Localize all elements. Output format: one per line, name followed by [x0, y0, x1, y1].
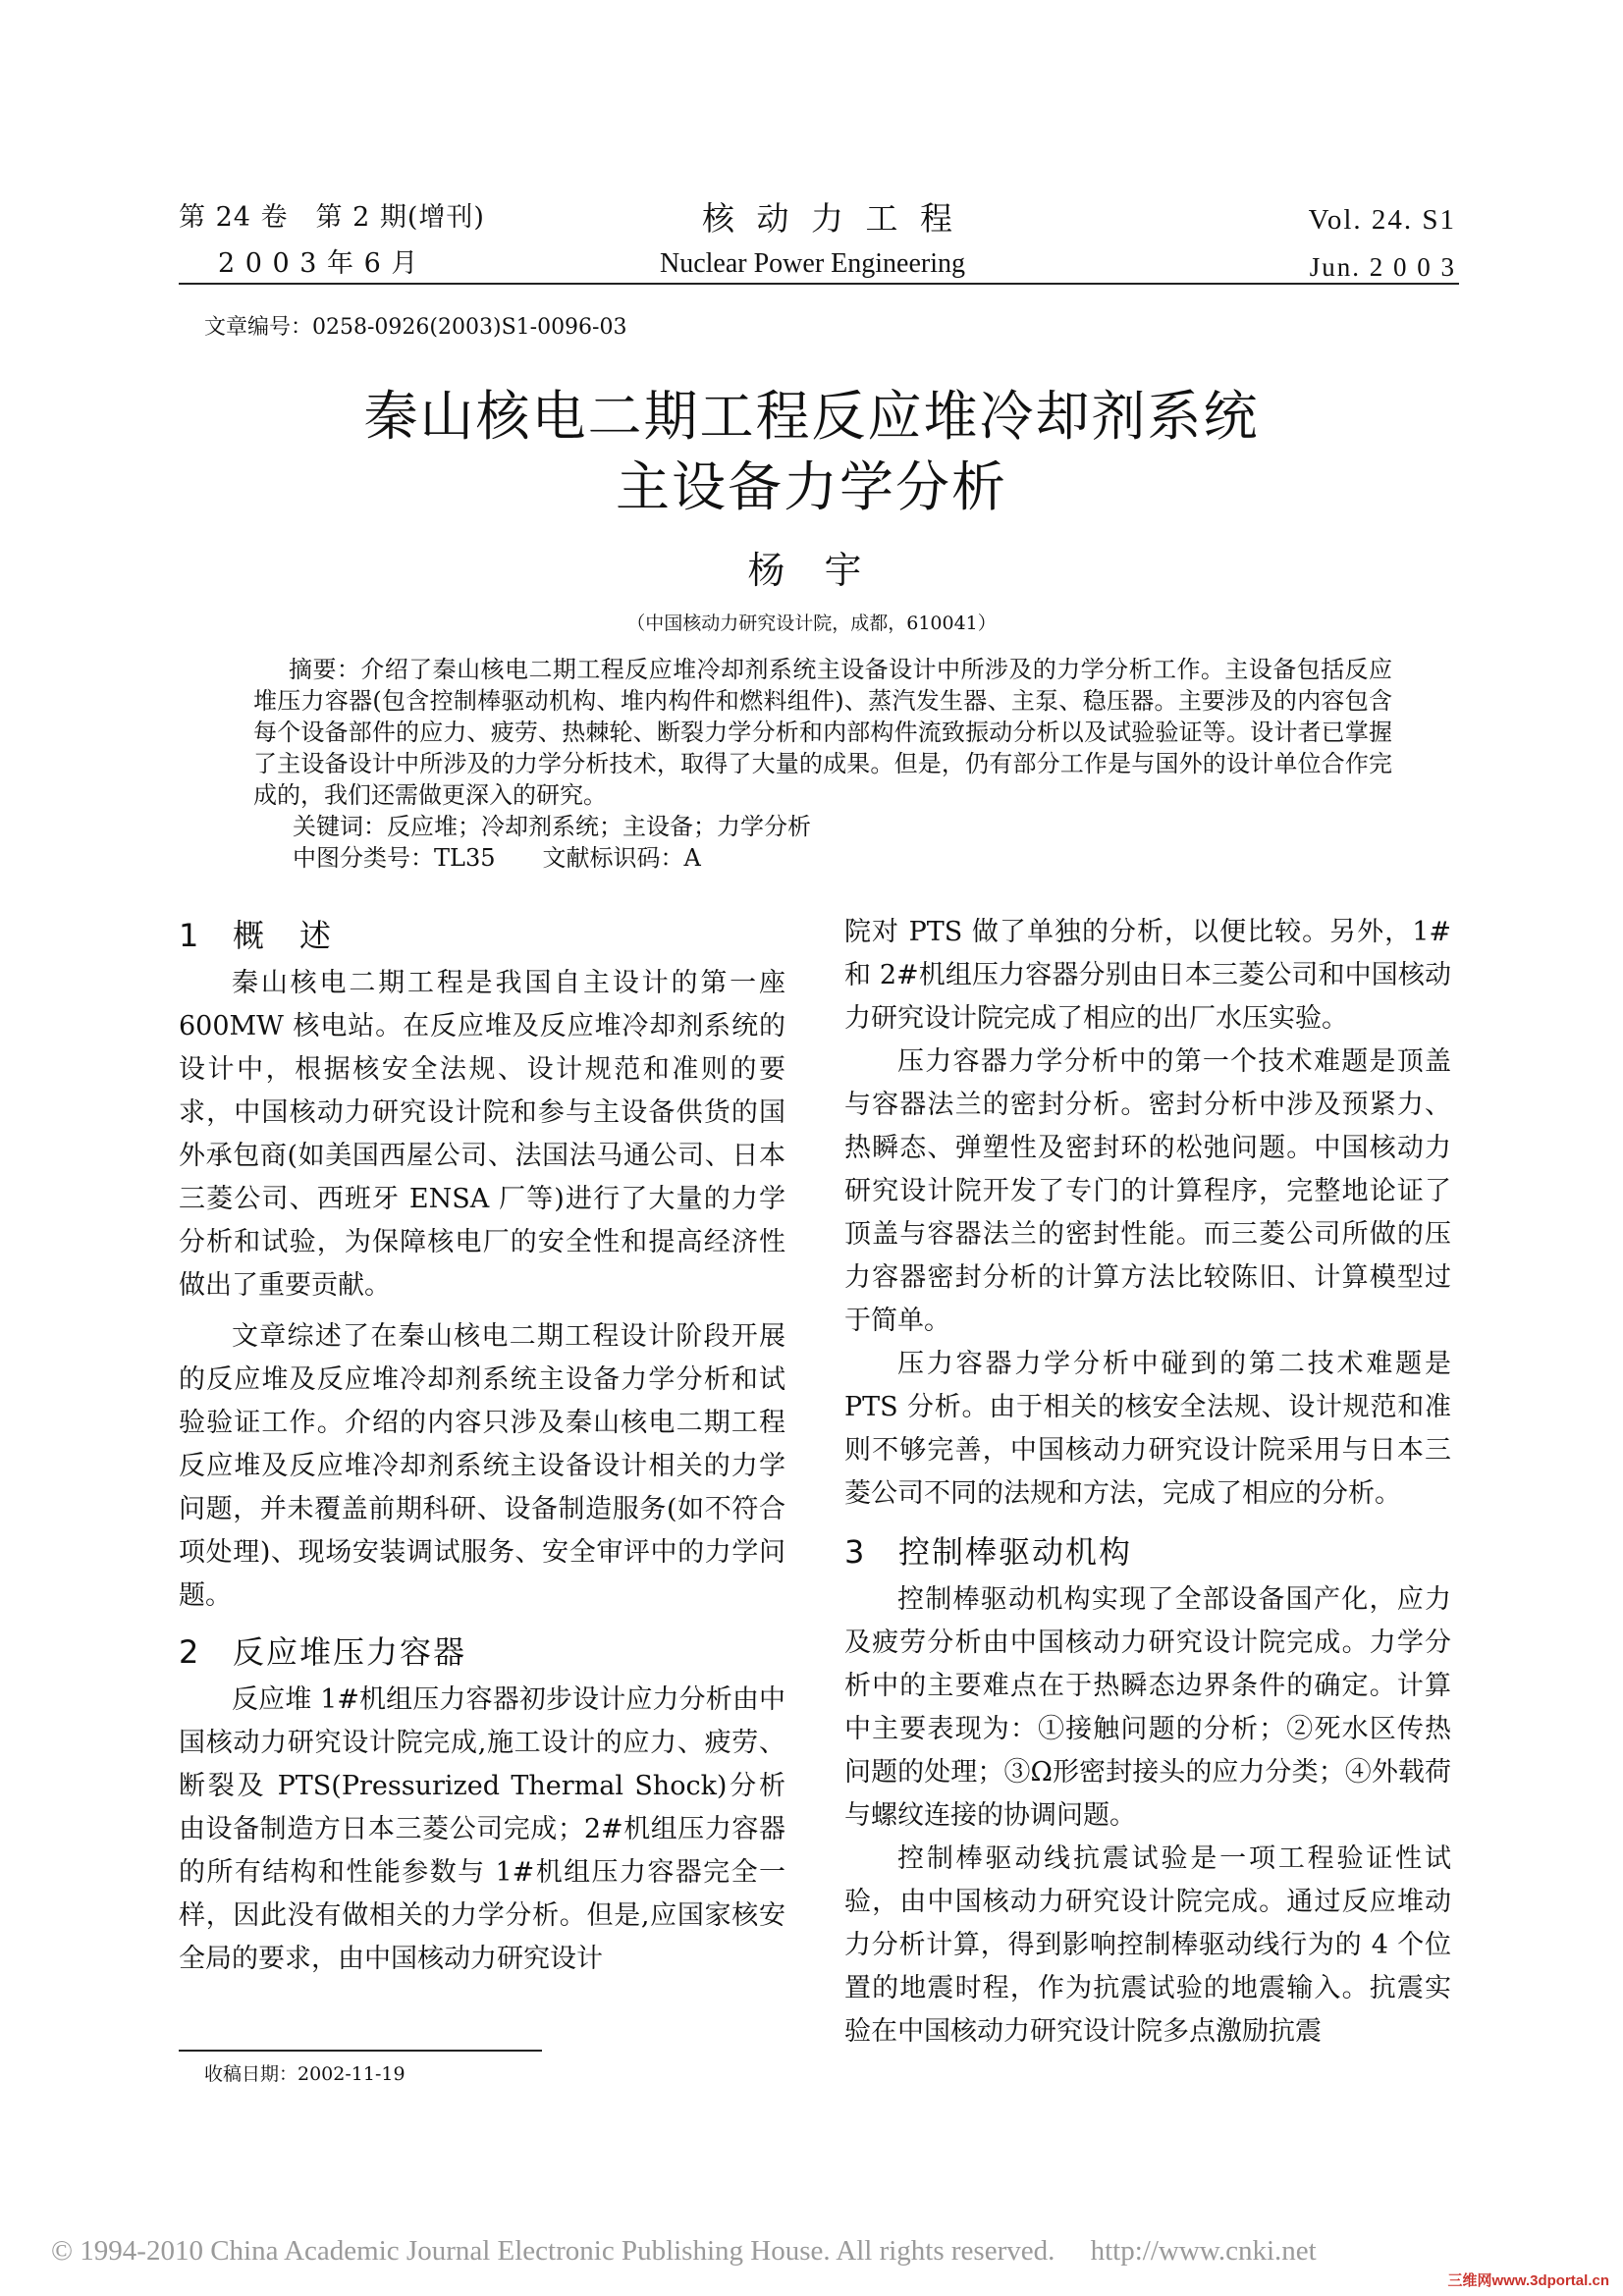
section-3-heading	[844, 1529, 1451, 1575]
abstract	[253, 654, 1392, 874]
section-3-title: 控制棒驱动机构	[898, 1533, 1133, 1571]
header-volume-issue: 第 24 卷 第 2 期(增刊)	[179, 202, 485, 233]
paragraph: 文章综述了在秦山核电二期工程设计阶段开展的反应堆及反应堆冷却剂系统主设备力学分析和试验验证工作。介绍的内容只涉及秦山核电二期工程反应堆及反应堆冷却剂系统主设备设计相关的力学问题，并未覆盖前期科研、设备制造服务(如不符合项处理)、现场安装调试服务、安全审评中的力学问题。	[179, 1321, 785, 1611]
right-column	[844, 911, 1451, 2054]
section-2-heading	[179, 1629, 785, 1675]
copyright-notice: © 1994-2010 China Academic Journal Electronic Publishing House. All rights reserved. http://www.cnki.net	[51, 2235, 1317, 2267]
paragraph: 控制棒驱动机构实现了全部设备国产化，应力及疲劳分析由中国核动力研究设计院完成。力学分析中的主要难点在于热瞬态边界条件的确定。计算中主要表现为：①接触问题的分析；②死水区传热问题的处理；③Ω形密封接头的应力分类；④外载荷与螺纹连接的协调问题。	[844, 1584, 1451, 1831]
received-date: 收稿日期：2002-11-19	[204, 2063, 406, 2085]
paragraph: 压力容器力学分析中的第一个技术难题是顶盖与容器法兰的密封分析。密封分析中涉及预紧力、热瞬态、弹塑性及密封环的松弛问题。中国核动力研究设计院开发了专门的计算程序，完整地论证了顶盖与容器法兰的密封性能。而三菱公司所做的压力容器密封分析的计算方法比较陈旧、计算模型过于简单。	[844, 1046, 1451, 1336]
section-3-number: 3	[844, 1533, 867, 1571]
header-volume-en: Vol. 24. S1	[1308, 204, 1456, 236]
section-1-number: 1	[179, 917, 201, 954]
section-1-heading	[179, 913, 785, 958]
paragraph: 压力容器力学分析中碰到的第二技术难题是 PTS 分析。由于相关的核安全法规、设计规范和准则不够完善，中国核动力研究设计院采用与日本三菱公司不同的法规和方法，完成了相应的分析。	[844, 1349, 1451, 1509]
section-2-number: 2	[179, 1633, 201, 1671]
affiliation: （中国核动力研究设计院，成都，610041）	[626, 613, 997, 634]
header-rule	[179, 283, 1459, 285]
author: 杨 宇	[747, 549, 876, 592]
section-2-title: 反应堆压力容器	[233, 1633, 467, 1671]
title-line-2: 主设备力学分析	[615, 455, 1007, 518]
header-journal-cn: 核 动 力 工 程	[702, 199, 958, 238]
watermark: 三维网www.3dportal.cn	[1447, 2272, 1609, 2289]
header-date-en: Jun. 2 0 0 3	[1309, 252, 1456, 282]
paragraph: 院对 PTS 做了单独的分析，以便比较。另外，1#和 2#机组压力容器分别由日本三菱公司和中国核动力研究设计院完成了相应的出厂水压实验。	[844, 917, 1451, 1034]
keywords: 关键词：反应堆；冷却剂系统；主设备；力学分析	[293, 813, 811, 840]
title-line-1: 秦山核电二期工程反应堆冷却剂系统	[363, 385, 1260, 448]
left-column	[179, 913, 785, 1981]
section-1-title: 概 述	[233, 917, 334, 954]
paragraph: 反应堆 1#机组压力容器初步设计应力分析由中国核动力研究设计院完成,施工设计的应力、疲劳、断裂及 PTS(Pressurized Thermal Shock)分析由设备制造方日本三菱公司完成；2#机组压力容器的所有结构和性能参数与 1#机组压力容器完全一样，因此没有做相关的力学分析。但是,应国家核安全局的要求，由中国核动力研究设计	[179, 1684, 785, 1974]
paragraph: 控制棒驱动线抗震试验是一项工程验证性试验，由中国核动力研究设计院完成。通过反应堆动力分析计算，得到影响控制棒驱动线行为的 4 个位置的地震时程，作为抗震试验的地震输入。抗震实验在中国核动力研究设计院多点激励抗震	[844, 1843, 1451, 2047]
paragraph: 秦山核电二期工程是我国自主设计的第一座600MW 核电站。在反应堆及反应堆冷却剂系统的设计中，根据核安全法规、设计规范和准则的要求，中国核动力研究设计院和参与主设备供货的国外承包商(如美国西屋公司、法国法马通公司、日本三菱公司、西班牙 ENSA 厂等)进行了大量的力学分析和试验，为保障核电厂的安全性和提高经济性做出了重要贡献。	[179, 968, 785, 1301]
article-number: 文章编号：0258-0926(2003)S1-0096-03	[204, 315, 627, 340]
classification: 中图分类号：TL35 文献标识码：A	[293, 844, 701, 872]
header-date-cn: 2 0 0 3 年 6 月	[218, 248, 419, 279]
abstract-text: 摘要：介绍了秦山核电二期工程反应堆冷却剂系统主设备设计中所涉及的力学分析工作。主设备包括反应堆压力容器(包含控制棒驱动机构、堆内构件和燃料组件)、蒸汽发生器、主泵、稳压器。主要涉及的内容包含每个设备部件的应力、疲劳、热棘轮、断裂力学分析和内部构件流致振动分析以及试验验证等。设计者已掌握了主设备设计中所涉及的力学分析技术，取得了大量的成果。但是，仍有部分工作是与国外的设计单位合作完成的，我们还需做更深入的研究。	[253, 656, 1392, 809]
header-journal-en: Nuclear Power Engineering	[660, 248, 965, 279]
footnote-rule	[179, 2050, 542, 2052]
